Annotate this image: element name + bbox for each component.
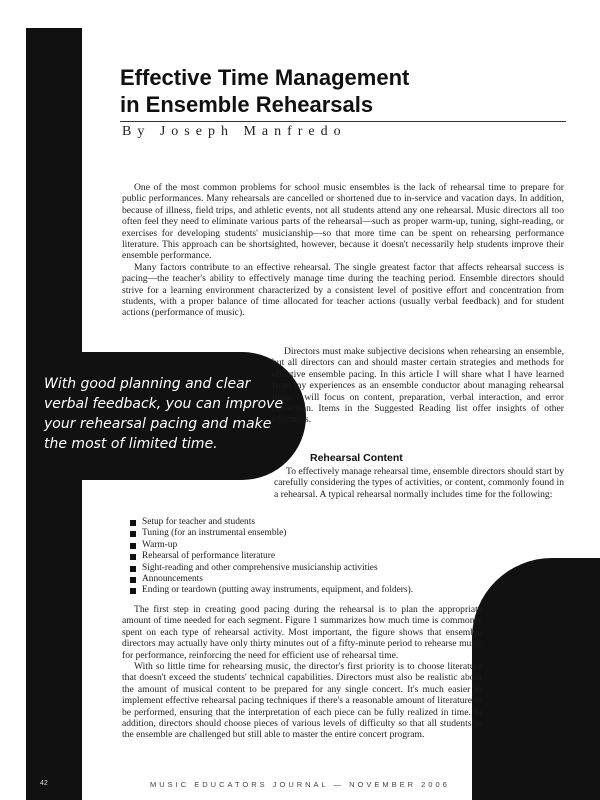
paragraph-4-block xyxy=(274,466,564,500)
list-item-text: Ending or teardown (putting away instruments, equipment, and folders). xyxy=(142,585,414,596)
square-bullet-icon xyxy=(130,554,136,560)
list-item-text: Sight-reading and other comprehensive musicianship activities xyxy=(142,562,378,573)
square-bullet-icon xyxy=(130,531,136,537)
paragraph-2: Many factors contribute to an effective rehearsal. The single greatest factor that affects rehearsal success is pacing—the teacher's ability to effectively manage time during the teaching period. Ensemble directors should strive for a learning environment characterized by a consistent level of positive effort and concentration from students, with a proper balance of time allocated for teacher actions (usually verbal feedback) and for student actions (performance of music). xyxy=(122,261,564,319)
page-number: 42 xyxy=(40,780,48,787)
list-item xyxy=(130,585,490,596)
list-item-text: Announcements xyxy=(142,574,203,585)
square-bullet-icon xyxy=(130,577,136,583)
journal-footer: MUSIC EDUCATORS JOURNAL — NOVEMBER 2006 xyxy=(150,780,450,789)
paragraph-5: The first step in creating good pacing during the rehearsal is to plan the appropriate amount of time needed for each segment. Figure 1 summarizes how much time is commonly spent on each type of rehearsal activity. Most important, the figure shows that ensemble directors may actually have only thirty minutes out of a fifty-minute period to rehearse music for performance, reinforcing the need for efficient use of rehearsal time. xyxy=(122,604,482,661)
paragraph-3-block xyxy=(272,346,564,426)
byline: By Joseph Manfredo xyxy=(122,124,347,139)
paragraph-6: With so little time for rehearsing music, the director's first priority is to choose literature that doesn't exceed the students' technical capabilities. Directors must also be realistic about the amount of musical content to be prepared for any single concert. It's much easier to implement effective rehearsal pacing techniques if there's a reasonable amount of literature to be performed, ensuring that the interpretation of each piece can be fully realized in time. In addition, directors should choose pieces of various levels of difficulty so that all students in the ensemble are challenged but still able to master the entire concert program. xyxy=(122,661,482,741)
list-item xyxy=(130,563,490,574)
square-bullet-icon xyxy=(130,520,136,526)
paragraph-3: Directors must make subjective decisions when rehearsing an ensemble, but all directors can and should master certain strategies and methods for effective ensemble pacing. In this article I will share what I have learned from my experiences as an ensemble conductor about managing rehearsal time; I will focus on content, preparation, verbal interaction, and error correction. Items in the Suggested Reading list offer insights of other educators. xyxy=(272,346,564,426)
paragraph-1: One of the most common problems for school music ensembles is the lack of rehearsal time to prepare for public performances. Many rehearsals are cancelled or shortened due to in-service and vacation days. In addition, because of illness, field trips, and athletic events, not all students attend any one rehearsal. Music directors all too often feel they need to eliminate various parts of the rehearsal—such as proper warm-up, tuning, sight-reading, or exercises for developing students' musicianship—so that more time can be spent on rehearsing performance literature. This approach can be shortsighted, however, because it doesn't necessarily help students improve their ensemble performance. xyxy=(122,182,564,262)
rehearsal-content-list xyxy=(130,517,490,597)
square-bullet-icon xyxy=(130,566,136,572)
list-item xyxy=(130,517,490,528)
section-heading: Rehearsal Content xyxy=(310,452,403,464)
pull-quote: With good planning and clear verbal feedback, you can improve your rehearsal pacing and make the most of limited time. xyxy=(44,376,284,452)
paragraph-4: To effectively manage rehearsal time, ensemble directors should start by carefully considering the types of activities, or content, commonly found in a rehearsal. A typical rehearsal normally includes time for the following: xyxy=(274,466,564,500)
square-bullet-icon xyxy=(130,588,136,594)
title-line-2: in Ensemble Rehearsals xyxy=(120,92,374,117)
intro-block xyxy=(122,182,564,319)
list-item-text: Warm-up xyxy=(142,539,178,550)
title-rule xyxy=(120,121,566,122)
list-item-text: Rehearsal of performance literature xyxy=(142,551,275,562)
article-title xyxy=(120,64,540,118)
title-line-1: Effective Time Management xyxy=(120,65,410,90)
list-item xyxy=(130,528,490,539)
list-item xyxy=(130,574,490,585)
square-bullet-icon xyxy=(130,543,136,549)
decorative-right-shape xyxy=(472,558,600,800)
list-item-text: Tuning (for an instrumental ensemble) xyxy=(142,528,287,539)
list-item xyxy=(130,551,490,562)
list-item xyxy=(130,540,490,551)
list-item-text: Setup for teacher and students xyxy=(142,517,255,527)
closing-block xyxy=(122,604,482,741)
